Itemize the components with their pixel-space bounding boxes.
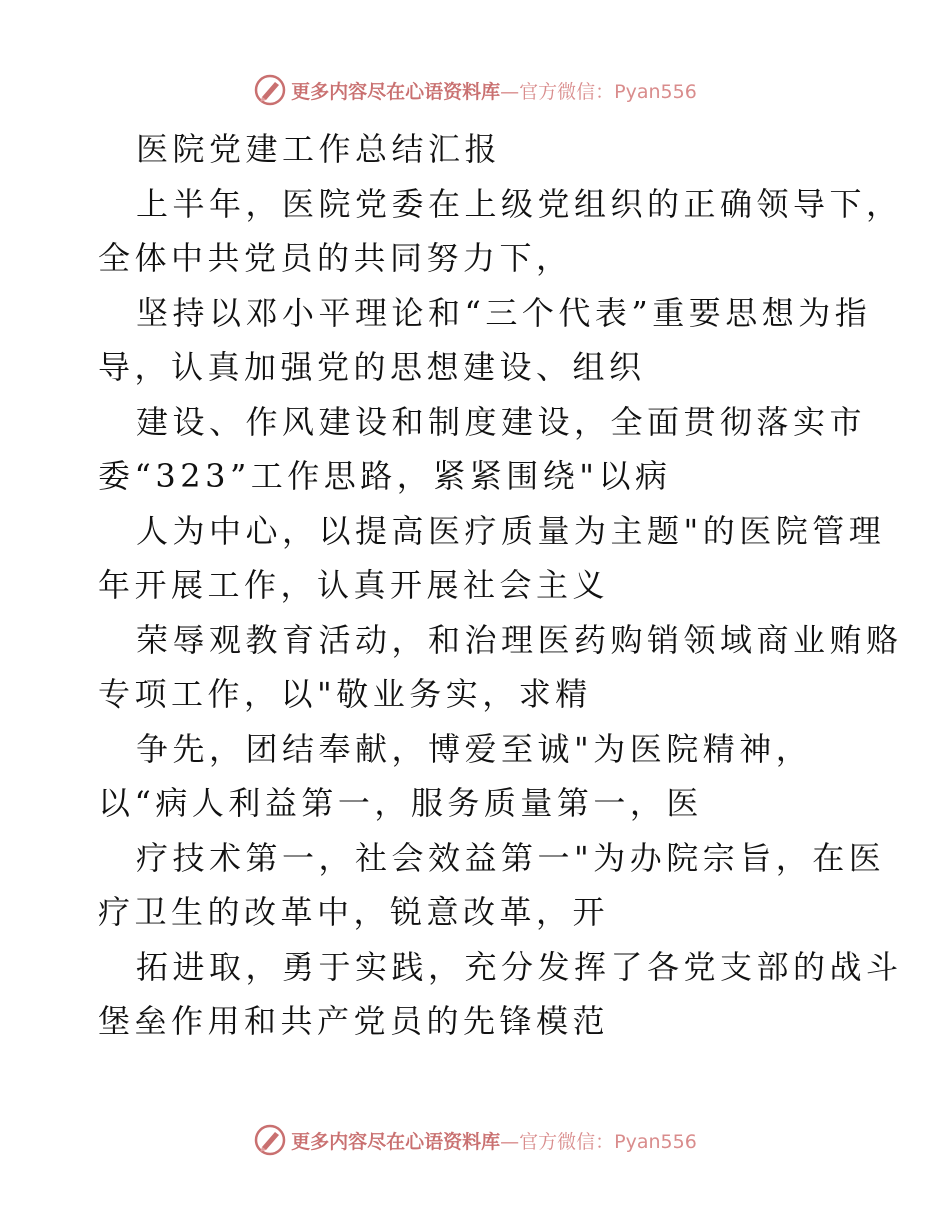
document-line: 以“病人利益第一，服务质量第一，医 (98, 784, 703, 822)
document-line: 上半年，医院党委在上级党组织的正确领导下， (136, 184, 903, 223)
document-line: 争先，团结奉献，博爱至诚"为医院精神， (136, 729, 813, 768)
watermark-text (291, 77, 697, 104)
document-line: 年开展工作，认真开展社会主义 (98, 566, 610, 604)
header-watermark (0, 70, 950, 110)
pen-circle-logo-icon (253, 1123, 287, 1157)
document-line: 专项工作，以"敬业务实，求精 (98, 675, 592, 713)
watermark-rest: —官方微信：Pyan556 (500, 80, 697, 103)
document-title: 医院党建工作总结汇报 (136, 130, 502, 168)
pen-circle-logo-icon (253, 73, 287, 107)
watermark-rest: —官方微信：Pyan556 (500, 1130, 697, 1153)
document-line: 堡垒作用和共产党员的先锋模范 (98, 1002, 610, 1040)
footer-watermark (0, 1120, 950, 1160)
document-body (98, 122, 903, 1049)
document-line: 拓进取，勇于实践，充分发挥了各党支部的战斗 (136, 947, 903, 986)
document-line: 人为中心，以提高医疗质量为主题"的医院管理 (136, 511, 886, 550)
watermark-text (291, 1127, 697, 1154)
document-line: 委“323”工作思路，紧紧围绕"以病 (98, 457, 672, 495)
document-line: 导，认真加强党的思想建设、组织 (98, 348, 646, 386)
watermark-main: 更多内容尽在心语资料库 (291, 1130, 501, 1153)
document-line: 荣辱观教育活动，和治理医药购销领域商业贿赂 (136, 620, 903, 659)
document-line: 全体中共党员的共同努力下， (98, 239, 573, 277)
document-line: 坚持以邓小平理论和“三个代表”重要思想为指 (136, 293, 872, 332)
document-line: 疗卫生的改革中，锐意改革，开 (98, 893, 610, 931)
document-line: 建设、作风建设和制度建设，全面贯彻落实市 (136, 402, 867, 441)
watermark-main: 更多内容尽在心语资料库 (291, 80, 501, 103)
document-line: 疗技术第一，社会效益第一"为办院宗旨，在医 (136, 838, 886, 877)
